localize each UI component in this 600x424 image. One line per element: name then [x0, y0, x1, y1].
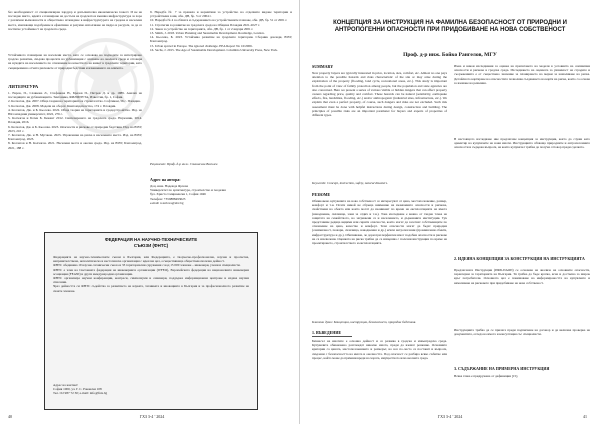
- reference-item: 14. Кьосева, Б. 2023. Устойчиво развитие на градските територии. Сборник доклади, ЮЗУ, Благоевград.: [150, 35, 292, 44]
- introduction-heading: 1. ВЪВЕДЕНИЕ: [312, 330, 342, 335]
- keywords-bg: Ключови думи: Концепция, инструкция, безопасност, природни бедствия.: [312, 320, 417, 324]
- page-number-right: 41: [583, 414, 587, 419]
- contact-line: Доц. инж. Надежда Ярлова: [150, 184, 189, 188]
- keywords-en: Keywords: Concept, instruction, safety, natural disasters.: [312, 181, 388, 185]
- article-author: Проф. д-р инж. Бойко Рангелов, МГУ: [403, 52, 497, 58]
- section3-text: Всяка глава е придружена от дефиниции [15].: [454, 374, 519, 378]
- reference-item: 9. Наредба № 7 за правила и нормативи за устройство на отделните видове територии и устройствени зони, обн. ДВ, бр. 3 от 2004 г.: [150, 10, 292, 19]
- references-list-col2: [150, 10, 292, 160]
- reference-item: 10. Наредба № 4 за обхвата и съдържанието на устройствените планове, обн. ДВ, бр. 51 от 2001 г.: [150, 18, 288, 23]
- reference-item: 5. Колчагов и Ботев Б. Бежант 2012. Синтезирането на градската среда. Наръчник, 2014. Пловдив, 2016.: [8, 116, 142, 125]
- federation-paragraph: Чрез дейността си ФНТС съдейства за развитието на науката, техниката и иновациите в България и за професионалното развитие на своите членове.: [53, 284, 249, 293]
- federation-contact-line: Тел.: 02 987 72 30; e-mail: info@fnts.bg: [53, 391, 108, 396]
- federation-contact-line: София 1000, ул. Г. С. Раковски 108: [53, 387, 102, 392]
- section2-heading: 2. ИДЕЯНА КОНЦЕПЦИЯ ЗА КОНСТРУКЦИЯ НА ИНСТРУКЦИЯТА: [454, 256, 585, 261]
- introduction-text: Бизнесът на имотите е основна дейност и се развива в градска и извънградска среда. Купувачите обикновено разглеждат няколко имота, преди да вземат решение. Основните критерии са цената, местоположението и размерът, но все по-често се поставят и въпроси, свързани с безопасността на имота и околността. Под опасност се разбира всяко събитие или процес, който може да причини вреди на хората, имуществото или околната среда.: [312, 339, 447, 360]
- author-address: [150, 184, 292, 214]
- federation-paragraph: ФНТС обединява 19 научно-технически съюза и 33 териториални сдружения с над 15 000 членове – инженери, учени и специалисти.: [53, 263, 241, 268]
- intro-continuation: без необходимост от специализиран хардуер и допълнителна икономическа тежест. И не на последно място, идеята е планиране на достъпа на градската и външна инфраструктура за хора с различни възможности и обществено вглеждане в инфраструктурата на градове и населени места, изискващи подобрение и ефективно и разумно използване на хидро и ресурси, за да се постигне устойчивост на градската среда.: [8, 10, 142, 31]
- reference-item: 13. Smith, J. 2018. Urban Planning and Sustainable Development. Routledge, London.: [150, 31, 265, 36]
- section3-heading: 3. СЪДЪРЖАНИЕ НА ПРИМЕРНА ИНСТРУКЦИЯ: [454, 366, 550, 371]
- federation-paragraph: ФНТС е член на Световната федерация на инженерните организации (WFEO), Европейската федерация на националните инженерни асоциации (FEANI) и други международни организации.: [53, 267, 249, 276]
- reference-item: 7. Колчагов, Дж. и Н. Мусаков. 2023. Управление на риска в населените места. Изд. на ЮЗУ, Благоевград, 2023.: [8, 133, 142, 142]
- federation-subtitle: СЪЮЗИ (ФНТС): [133, 243, 169, 248]
- federation-contact-line: Адрес на контакт:: [53, 383, 79, 387]
- federation-box: [44, 232, 258, 410]
- federation-contact: [53, 383, 249, 403]
- reference-item: 4. Колчагов, Дж. и Б. Кьосева. 2022. Обща теория на територията и градоустройство. Изд. на Югозападния университет, 2022, 276 с.: [8, 107, 142, 117]
- right-column-text-2: В настоящото изследване ние предлагаме концепция за инструкция, която да служи като ориентир на купувачите на нови имоти. Инструкцията обхваща природните и антропогенните опасности и съдържа въпроси, на които купувачът трябва да получи отговор преди сделката.: [454, 137, 590, 150]
- right-page: [300, 0, 600, 424]
- contact-line: Университет по архитектура, строителство и геодезия: [150, 188, 226, 193]
- section2-text: Предлаганата Инструкция (ИФБ-ПАОП) се основава на анализа на основните опасности, характерни за територията на България. Тя трябва да бъде кратка, ясна и достъпна за широк кръг потребители. Основната цел е повишаване на информираността на купувачите и намаляване на рисковете при придобиване на нова собственост.: [454, 268, 590, 285]
- reference-item: 11. Стратегия за развитие на градската среда на Община Пловдив 2021-2027 г.: [150, 22, 260, 27]
- contact-line: e-mail: n.iarlova@abv.bg: [150, 200, 184, 205]
- summary-heading: SUMMARY: [312, 64, 334, 69]
- journal-footer-right: ГХЗ 3-4 ’ 2024: [437, 414, 463, 419]
- resume-text: Обикновено купувачите на нова собственост се интересуват от цена, местоположение, размер, комфорт и т.н. Почти никой не обръща внимание на възможните опасности и рискове, свойствени на обекта или които могат да възникнат по време на експлоатацията на имота (наводнение, свлачище, зони за отдих и т.н.). Това изследване е важно от гледна точка на защитата на семейството, но загрижени са и населението, и държавните институции. Тук представяме редица видими или скрити опасности, които могат да засегнат собствениците по отношение на цена, качество и комфорт. Тези опасности могат да бъдат природни (сеизмичност, пожари, свлачища, наводнения и др.) и/или антропогенни (промишлени обекти, инфраструктура и др.). Обясняваме, че дори при перфектен имот подобни опасности и рискове не са изключени. Оценката на риска трябва да се извършва с полезни инструкции по време на проектирането, строителството и експлоатацията.: [312, 199, 447, 246]
- reference-item: 8. Колчагов и Н. Колчагов. 2021. Населени места и околна среда. Изд. на ЮЗУ, Благоевград, 2021, 188 с.: [8, 141, 142, 150]
- section2-text-2: Инструкцията трябва да се прилага преди подписване на договор и да включва проверка на документите, огледа на имота и консултация със специалисти.: [454, 328, 590, 337]
- reference-item: 15. Urban sprawl in Europe. The ignored challenge. EEA Report No 10/2006.: [150, 43, 253, 48]
- reference-item: 12. Закон за устройство на територията, обн. ДВ, бр. 1 от 2 януари 2001 г.: [150, 26, 254, 31]
- federation-title: ФЕДЕРАЦИЯ НА НАУЧНО-ТЕХНИЧЕСКИТЕ: [104, 237, 198, 242]
- resume-heading: РЕЗЮМЕ: [312, 192, 331, 197]
- article-title: КОНЦЕПЦИЯ ЗА ИНСТРУКЦИЯ НА ФАМИЛНА БЕЗОПАСНОСТ ОТ ПРИРОДНИ И АНТРОПОГЕННИ ОПАСНОСТИ ПРИ ПРИДОБИВАНЕ НА НОВА СОБСТВЕНОСТ: [333, 20, 567, 34]
- reference-item: 1. Евров, П., Славкова Л., Стефанова Н., Брезов П., Петров Д. и др. 1989. Анализ на последиците на урбанизацията. Тектоника, ФИЛМПУТА, Известия, бр. 1, София.: [8, 91, 142, 100]
- reference-item: 6. Колчагов, Дж. и Б. Кьосева. 2023. Опасности и рискове от природни бедствия. Изд. на ЮЗУ, 2023, 210 с.: [8, 124, 142, 133]
- heading-rule: [312, 336, 352, 337]
- reference-item: 3. Колчагов, Дж. 2008. Модели на оборот. Книгоиздателство, 174 с. Пловдив.: [8, 103, 116, 108]
- intro-continuation-2: Устойчивото планиране на населени места, като се основава на подходите за интегрирано градско развитие, свързва процесите на урбанизация с опазване на околната среда и отговаря на нуждите на населението по отношение на качеството на живот в градските територии, като същевременно отчита рисковете от природни бедствия и изменението на климата.: [8, 53, 142, 70]
- journal-footer-left: ГХЗ 3-4 ’ 2024: [139, 414, 165, 419]
- reference-item: 16. Sachs, J. 2015. The Age of Sustainable Development. Columbia University Press, New York.: [150, 47, 278, 52]
- right-column-text-1: Имаа и някои изследвания за оценка на прилагането на модели в условията на сеизмични опасности и рискове в градска среда. Изследването на оценката за уязвимост на сградите и съоръженията е от съществено значение за планирането на мерки за намаляване на риска. Детайлното картиране на опасностите позволява създаването на карти на риска, които са основа за вземане на решения.: [454, 64, 590, 85]
- federation-paragraph: ФНТС организира научни конференции, конгреси, симпозиуми и семинари, поддържа информационни центрове и издава научни списания.: [53, 276, 249, 285]
- page-number-left: 40: [8, 414, 12, 419]
- contact-line: бул. Христо Смирненски 1, София 1046: [150, 192, 206, 197]
- federation-body: [53, 255, 249, 379]
- reviewer-line: Рецензент: Проф. д-р инж. Станислав Василев: [150, 162, 218, 166]
- contact-line: Телефон: +359888493023: [150, 196, 186, 201]
- reference-item: 2. Колчагов, Дж. 2007. Обща теория на територията и строителство. Софтиком, 56 с. Пловдив.: [8, 99, 141, 104]
- author-address-heading: Адрес на автора:: [150, 177, 181, 182]
- summary-text: New property buyers are typically interested in price, location, size, comfort, etc. Almost no one pays attention to the possible hazards and risks characteristic of the site or may arise during the exploitation of the property (flooding, land cycle, recreational areas, etc.). This study is important from the point of view of family protection among people, but the population and state agencies are also concerned. Here we present a series of various visible or hidden dangers that can affect property owners regarding price, quality and comfort. These hazards can be natural (seismicity, earthquake effects, fire, landslides, flooding, etc.) and/or anthropogenic (industrial sites, infrastructure, etc.). We explain that even a perfect property, of course, such dangers and risks are not excluded. Such risk assessment must be done with helpful instructions during design, construction and building. The principles of possible risks are an important parameter for buyers and experts of properties of different types.: [312, 71, 447, 118]
- references-heading: ЛИТЕРАТУРА: [8, 84, 39, 89]
- federation-paragraph: Федерацията на научно-техническите съюзи в България, или Федерацията, е творческо-професионална, научна и просветна, неправителствена, неполитическа и нестопанска организация с идеална цел, осъществяваща общественополезна дейност.: [53, 255, 249, 264]
- references-list-col1: [8, 91, 142, 220]
